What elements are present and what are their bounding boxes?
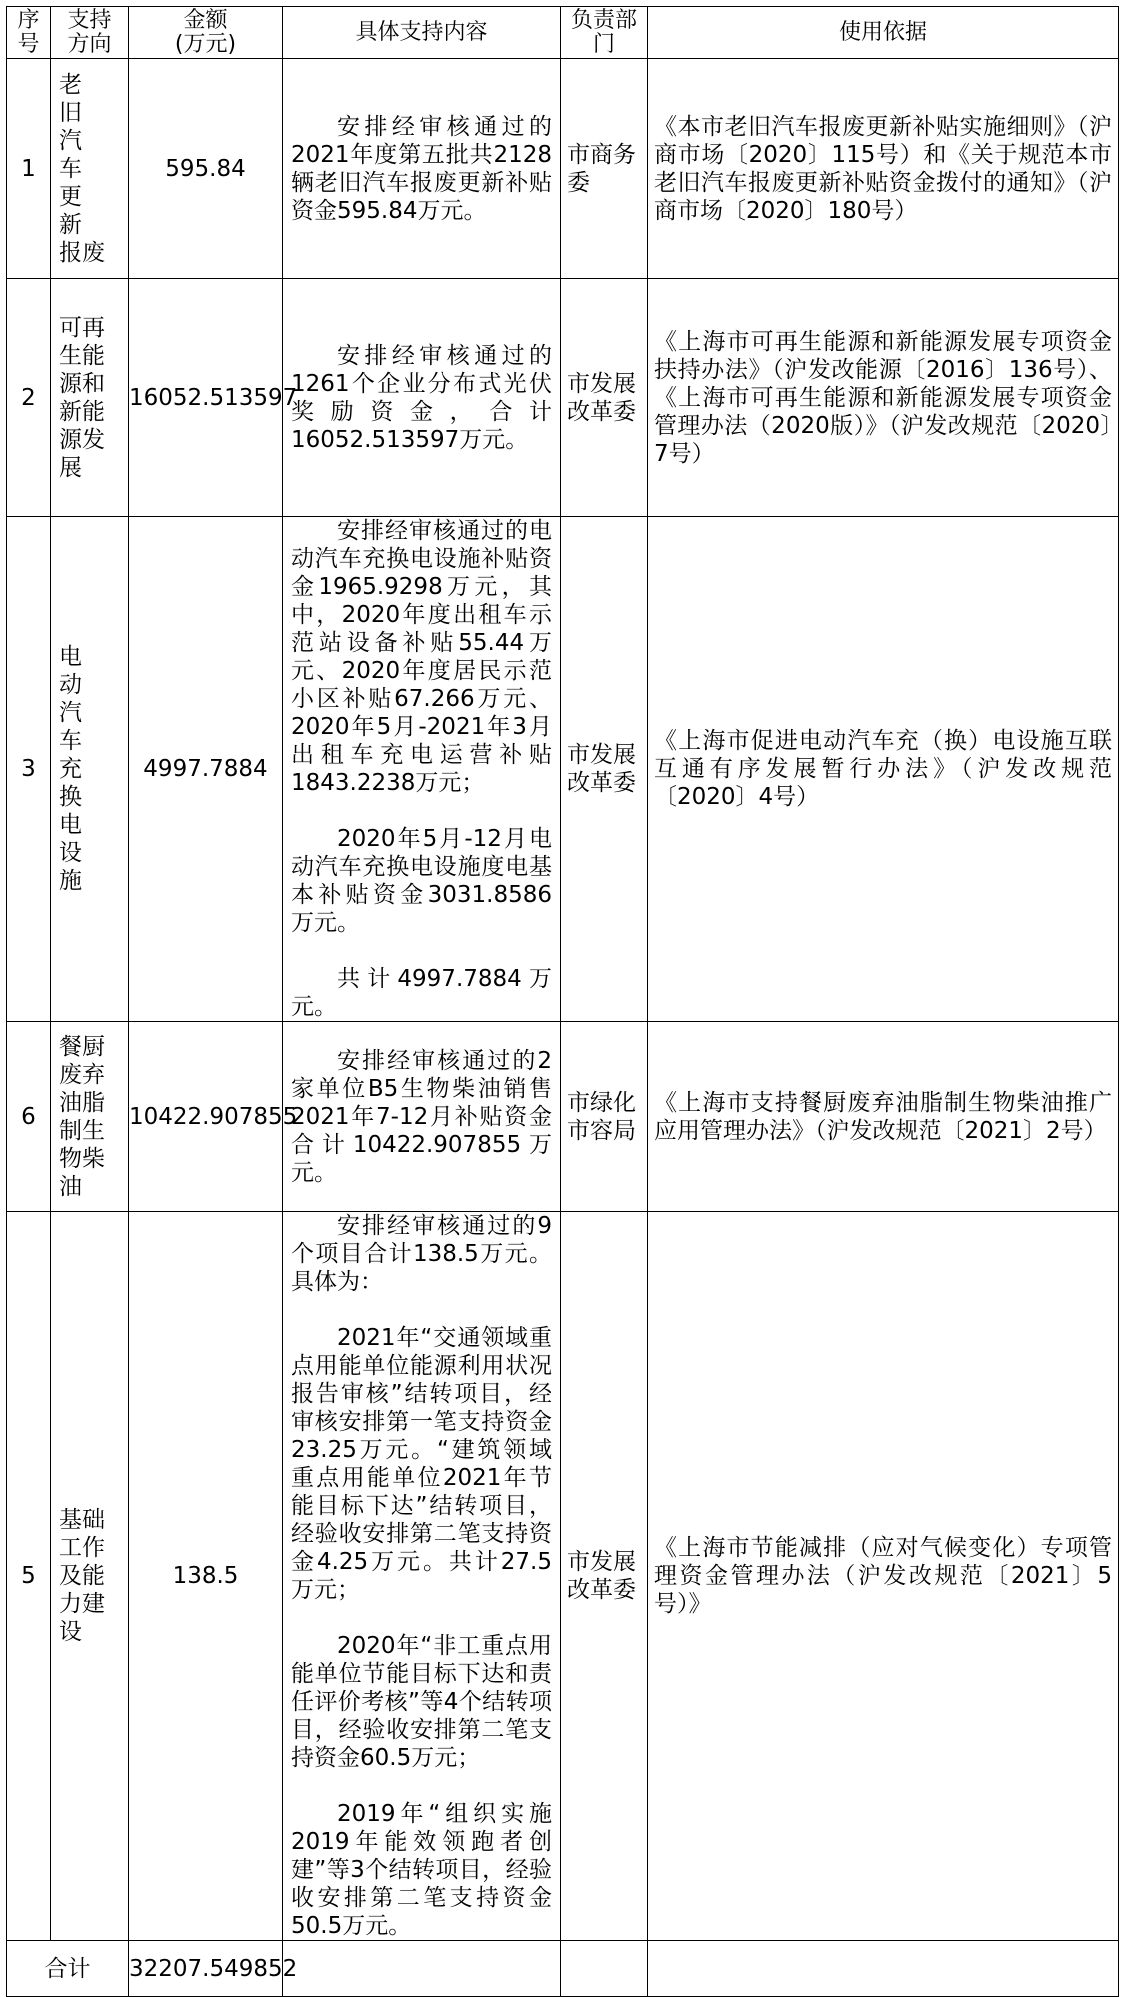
total-empty-cell — [648, 1941, 1119, 1997]
header-amount: 金额 (万元) — [129, 7, 283, 59]
row-direction: 餐厨 废弃 油脂 制生 物柴 油 — [51, 1022, 129, 1212]
row-dept: 市发展 改革委 — [561, 1212, 648, 1941]
table-header-row — [7, 7, 1119, 59]
table-row — [7, 59, 1119, 279]
row-dept: 市发展 改革委 — [561, 279, 648, 517]
row-seq: 3 — [7, 517, 51, 1022]
row-seq: 1 — [7, 59, 51, 279]
row-amount: 595.84 — [129, 59, 283, 279]
table-row — [7, 1212, 1119, 1941]
total-empty-cell — [283, 1941, 561, 1997]
table-row — [7, 1022, 1119, 1212]
header-dept: 负责部 门 — [561, 7, 648, 59]
row-seq: 5 — [7, 1212, 51, 1941]
row-amount: 4997.7884 — [129, 517, 283, 1022]
row-direction: 可再 生能 源和 新能 源发 展 — [51, 279, 129, 517]
header-seq: 序 号 — [7, 7, 51, 59]
row-content: 安排经审核通过的9个项目合计138.5万元。具体为： 2021年“交通领域重点用能单位能源利用状况报告审核”结转项目，经审核安排第一笔支持资金23.25万元。“建筑领域重点用能单位2021年节能目标下达”结转项目，经验收安排第二笔支持资金4.25万元。共计27.5万元； 2020年“非工重点用能单位节能目标下达和责任评价考核”等4个结转项目，经验收安排第二笔支持资金60.5万元； 2019年“组织实施2019年能效领跑者创建”等3个结转项目，经验收安排第二笔支持资金50.5万元。 — [283, 1212, 561, 1941]
row-seq: 6 — [7, 1022, 51, 1212]
row-amount: 10422.907855 — [129, 1022, 283, 1212]
row-content: 安排经审核通过的1261个企业分布式光伏奖励资金，合计16052.513597万元。 — [283, 279, 561, 517]
funding-table — [6, 6, 1119, 1997]
row-seq: 2 — [7, 279, 51, 517]
header-content: 具体支持内容 — [283, 7, 561, 59]
row-dept: 市绿化 市容局 — [561, 1022, 648, 1212]
row-content: 安排经审核通过的2家单位B5生物柴油销售2021年7-12月补贴资金合计10422.907855万元。 — [283, 1022, 561, 1212]
row-basis: 《本市老旧汽车报废更新补贴实施细则》（沪商市场〔2020〕115号）和《关于规范本市老旧汽车报废更新补贴资金拨付的通知》（沪商市场〔2020〕180号） — [648, 59, 1119, 279]
row-content: 安排经审核通过的电动汽车充换电设施补贴资金1965.9298万元，其中，2020年度出租车示范站设备补贴55.44万元、2020年度居民示范小区补贴67.266万元、2020年5月-2021年3月出租车充电运营补贴1843.2238万元； 2020年5月-12月电动汽车充换电设施度电基本补贴资金3031.8586万元。 共计4997.7884万元。 — [283, 517, 561, 1022]
header-direction: 支持 方向 — [51, 7, 129, 59]
row-content: 安排经审核通过的2021年度第五批共2128辆老旧汽车报废更新补贴资金595.84万元。 — [283, 59, 561, 279]
row-basis: 《上海市促进电动汽车充（换）电设施互联互通有序发展暂行办法》（沪发改规范〔2020〕4号） — [648, 517, 1119, 1022]
total-amount: 32207.549852 — [129, 1941, 283, 1997]
row-direction: 老 旧 汽 车 更 新 报废 — [51, 59, 129, 279]
table-row — [7, 517, 1119, 1022]
row-dept: 市发展 改革委 — [561, 517, 648, 1022]
row-amount: 16052.513597 — [129, 279, 283, 517]
row-direction: 基础 工作 及能 力建 设 — [51, 1212, 129, 1941]
row-basis: 《上海市可再生能源和新能源发展专项资金扶持办法》（沪发改能源〔2016〕136号）、《上海市可再生能源和新能源发展专项资金管理办法（2020版）》（沪发改规范〔2020〕7号） — [648, 279, 1119, 517]
row-basis: 《上海市节能减排（应对气候变化）专项管理资金管理办法（沪发改规范〔2021〕5号）》 — [648, 1212, 1119, 1941]
row-amount: 138.5 — [129, 1212, 283, 1941]
row-dept: 市商务 委 — [561, 59, 648, 279]
row-direction: 电 动 汽 车 充 换 电 设 施 — [51, 517, 129, 1022]
page — [6, 6, 1119, 1997]
total-empty-cell — [561, 1941, 648, 1997]
total-row — [7, 1941, 1119, 1997]
header-basis: 使用依据 — [648, 7, 1119, 59]
row-basis: 《上海市支持餐厨废弃油脂制生物柴油推广应用管理办法》（沪发改规范〔2021〕2号） — [648, 1022, 1119, 1212]
total-label: 合计 — [7, 1941, 129, 1997]
table-row — [7, 279, 1119, 517]
